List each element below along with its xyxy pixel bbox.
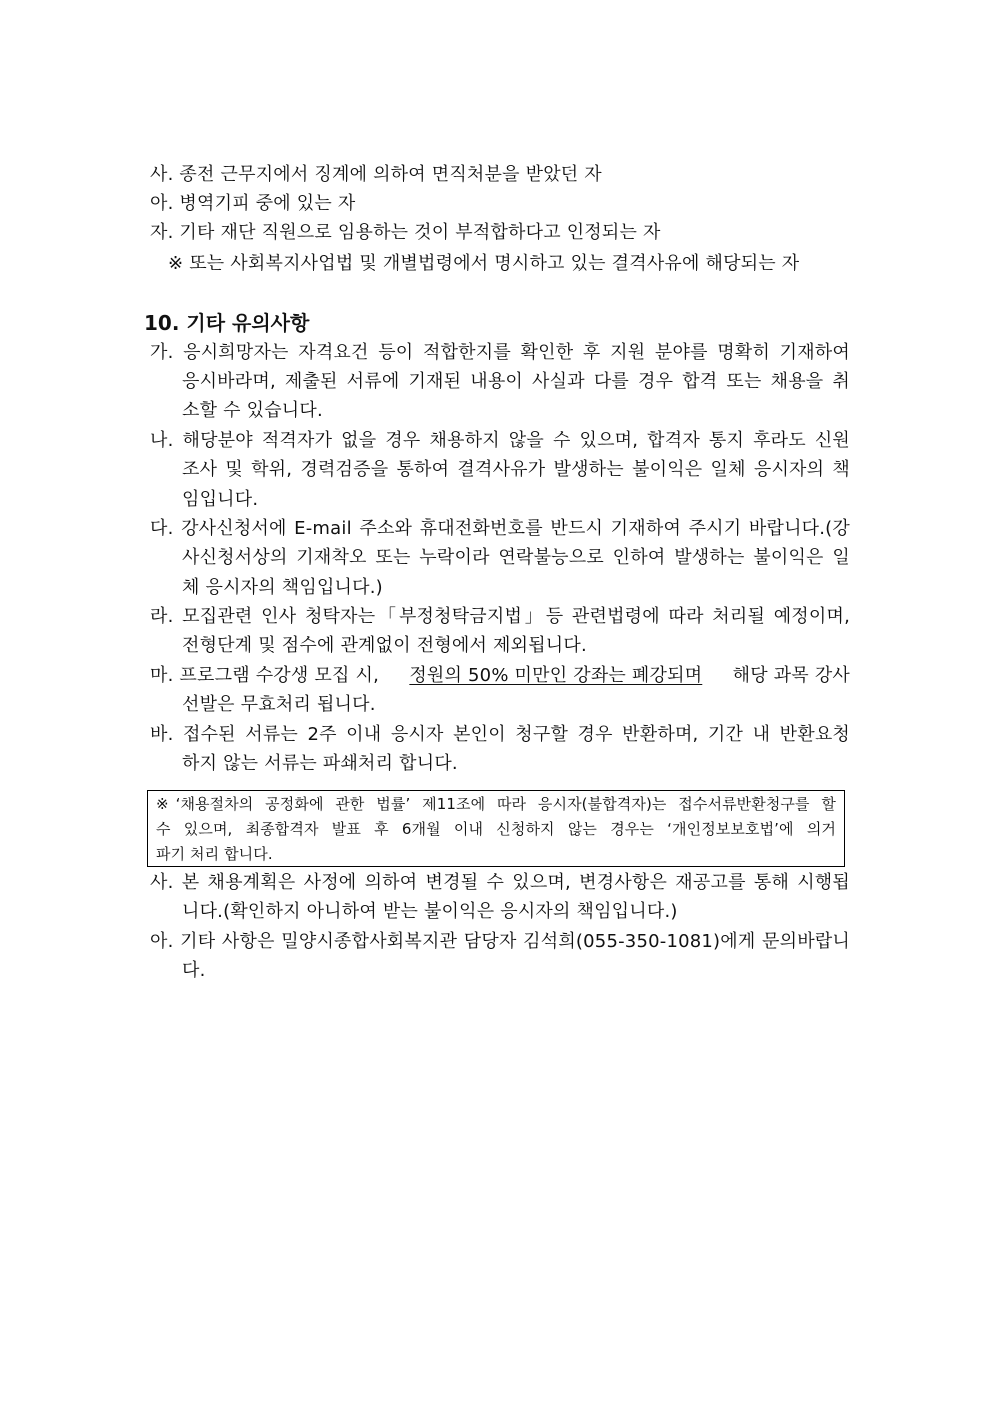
notice-item-a-cont: 다. <box>182 960 206 981</box>
disqualification-item-a: 아. 병역기피 중에 있는 자 <box>150 193 356 214</box>
closure-condition-highlight: 정원의 50% 미만인 강좌는 폐강되며 <box>409 665 703 686</box>
notice-item-na: 나. 해당분야 적격자가 없을 경우 채용하지 않을 수 있으며, 합격자 통지 후라도 신원 <box>150 430 850 451</box>
disqualification-note: ※ 또는 사회복지사업법 및 개별법령에서 명시하고 있는 결격사유에 해당되는 자 <box>168 253 800 274</box>
notice-item-ga-cont: 소할 수 있습니다. <box>182 400 323 421</box>
notice-item-na-cont: 조사 및 학위, 경력검증을 통하여 결격사유가 발생하는 불이익은 일체 응시자의 책 <box>182 459 850 480</box>
notice-item-a: 아. 기타 사항은 밀양시종합사회복지관 담당자 김석희(055-350-1081)에게 문의바랍니 <box>150 931 850 952</box>
notice-item-da: 다. 강사신청서에 E-mail 주소와 휴대전화번호를 반드시 기재하여 주시기 바랍니다.(강 <box>150 518 850 539</box>
notice-item-ra: 라. 모집관련 인사 청탁자는「부정청탁금지법」등 관련법령에 따라 처리될 예정이며, <box>150 606 850 627</box>
disqualification-item-ja: 자. 기타 재단 직원으로 임용하는 것이 부적합하다고 인정되는 자 <box>150 222 661 243</box>
legal-notice-line: ※‘채용절차의 공정화에 관한 법률’ 제11조에 따라 응시자(불합격자)는 접수서류반환청구를 할 <box>156 795 836 813</box>
notice-item-ga: 가. 응시희망자는 자격요건 등이 적합한지를 확인한 후 지원 분야를 명확히 기재하여 <box>150 342 850 363</box>
notice-item-ma <box>150 664 850 688</box>
notice-item-sa: 사. 본 채용계획은 사정에 의하여 변경될 수 있으며, 변경사항은 재공고를 통해 시행됩 <box>150 872 850 893</box>
section-heading: 10. 기타 유의사항 <box>144 311 310 335</box>
legal-notice-box <box>147 790 845 867</box>
notice-item-ga-cont: 응시바라며, 제출된 서류에 기재된 내용이 사실과 다를 경우 합격 또는 채용을 취 <box>182 371 850 392</box>
notice-item-ba: 바. 접수된 서류는 2주 이내 응시자 본인이 청구할 경우 반환하며, 기간 내 반환요청 <box>150 724 850 745</box>
legal-notice-line: 수 있으며, 최종합격자 발표 후 6개월 이내 신청하지 않는 경우는 ‘개인정보보호법’에 의거 <box>156 820 836 838</box>
notice-item-na-cont: 임입니다. <box>182 489 259 510</box>
notice-item-ma-suffix: 해당 과목 강사 <box>726 665 850 686</box>
notice-item-sa-cont: 니다.(확인하지 아니하여 받는 불이익은 응시자의 책임입니다.) <box>182 901 678 922</box>
notice-item-ma-prefix: 마. 프로그램 수강생 모집 시, <box>150 665 385 686</box>
notice-item-ba-cont: 하지 않는 서류는 파쇄처리 합니다. <box>182 753 458 774</box>
notice-item-da-cont: 체 응시자의 책임입니다.) <box>182 577 383 598</box>
notice-item-ra-cont: 전형단계 및 점수에 관계없이 전형에서 제외됩니다. <box>182 635 587 656</box>
notice-item-ma-cont: 선발은 무효처리 됩니다. <box>182 694 376 715</box>
notice-item-da-cont: 사신청서상의 기재착오 또는 누락이라 연락불능으로 인하여 발생하는 불이익은 일 <box>182 547 850 568</box>
disqualification-item-sa: 사. 종전 근무지에서 징계에 의하여 면직처분을 받았던 자 <box>150 164 602 185</box>
legal-notice-line: 파기 처리 합니다. <box>156 845 273 863</box>
